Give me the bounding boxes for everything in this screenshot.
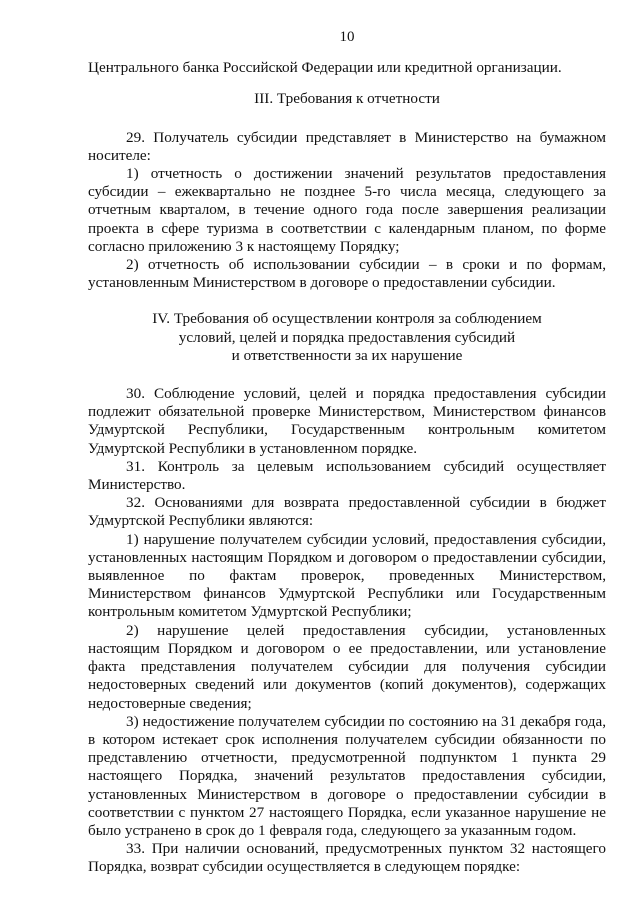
continued-paragraph: Центрального банка Российской Федерации или кредитной организации. xyxy=(88,59,562,77)
clause-32-item-1: 1) нарушение получателем субсидии условий, предоставления субсидии, установленных настоящим Порядком и договором о предоставлении субсидии, выявленное по фактам проверок, проведенных Министерством, Министерством финансов Удмуртской Республики или Государственным контрольным комитетом Удмуртской Республики; xyxy=(88,530,606,621)
section-title-4-line-1: IV. Требования об осуществлении контроля за соблюдением xyxy=(152,310,542,328)
clause-29-item-1: 1) отчетность о достижении значений результатов предоставления субсидии – ежеквартально не позднее 5-го числа месяца, следующего за отчетным кварталом, в течение одного года после завершения реализации проекта в сфере туризма в соответствии с календарным планом, по форме согласно приложению 3 к настоящему Порядку; xyxy=(88,165,606,255)
clause-32-item-2: 2) нарушение целей предоставления субсидии, установленных настоящим Порядком и договором о ее предоставлении, или установление факта представления получателем субсидии для получения субсидии недостоверных сведений или документов (копий документов), содержащих недостоверные сведения; xyxy=(88,621,606,712)
clause-30: 30. Соблюдение условий, целей и порядка предоставления субсидии подлежит обязательной проверке Министерством, Министерством финансов Удмуртской Республики, Государственным контрольным комитетом Удмуртской Республики в установленном порядке. xyxy=(88,385,606,457)
section-title-4-line-3: и ответственности за их нарушение xyxy=(231,346,463,364)
clause-29: 29. Получатель субсидии представляет в Министерство на бумажном носителе: xyxy=(88,128,606,164)
section-title-3: III. Требования к отчетности xyxy=(254,90,440,108)
clause-29-item-2: 2) отчетность об использовании субсидии – в сроки и по формам, установленным Министерством в договоре о предоставлении субсидии. xyxy=(88,256,606,292)
clause-31: 31. Контроль за целевым использованием субсидий осуществляет Министерство. xyxy=(88,457,606,494)
page-number: 10 xyxy=(339,29,355,45)
clause-32-item-3: 3) недостижение получателем субсидии по состоянию на 31 декабря года, в котором истекает срок исполнения получателем субсидии обязанности по представлению отчетности, предусмотренной подпунктом 1 пункта 29 настоящего Порядка, значений результатов предоставления субсидии, установленных Министерством в договоре о предоставлении субсидии в соответствии с пунктом 27 настоящего Порядка, если указанное нарушение не было устранено в срок до 1 февраля года, следующего за указанным годом. xyxy=(88,712,606,839)
section-title-4-line-2: условий, целей и порядка предоставления субсидий xyxy=(178,328,516,346)
document-page xyxy=(88,28,606,877)
clause-32: 32. Основаниями для возврата предоставленной субсидии в бюджет Удмуртской Республики являются: xyxy=(88,494,606,530)
clause-33: 33. При наличии оснований, предусмотренных пунктом 32 настоящего Порядка, возврат субсидии осуществляется в следующем порядке: xyxy=(88,840,606,876)
